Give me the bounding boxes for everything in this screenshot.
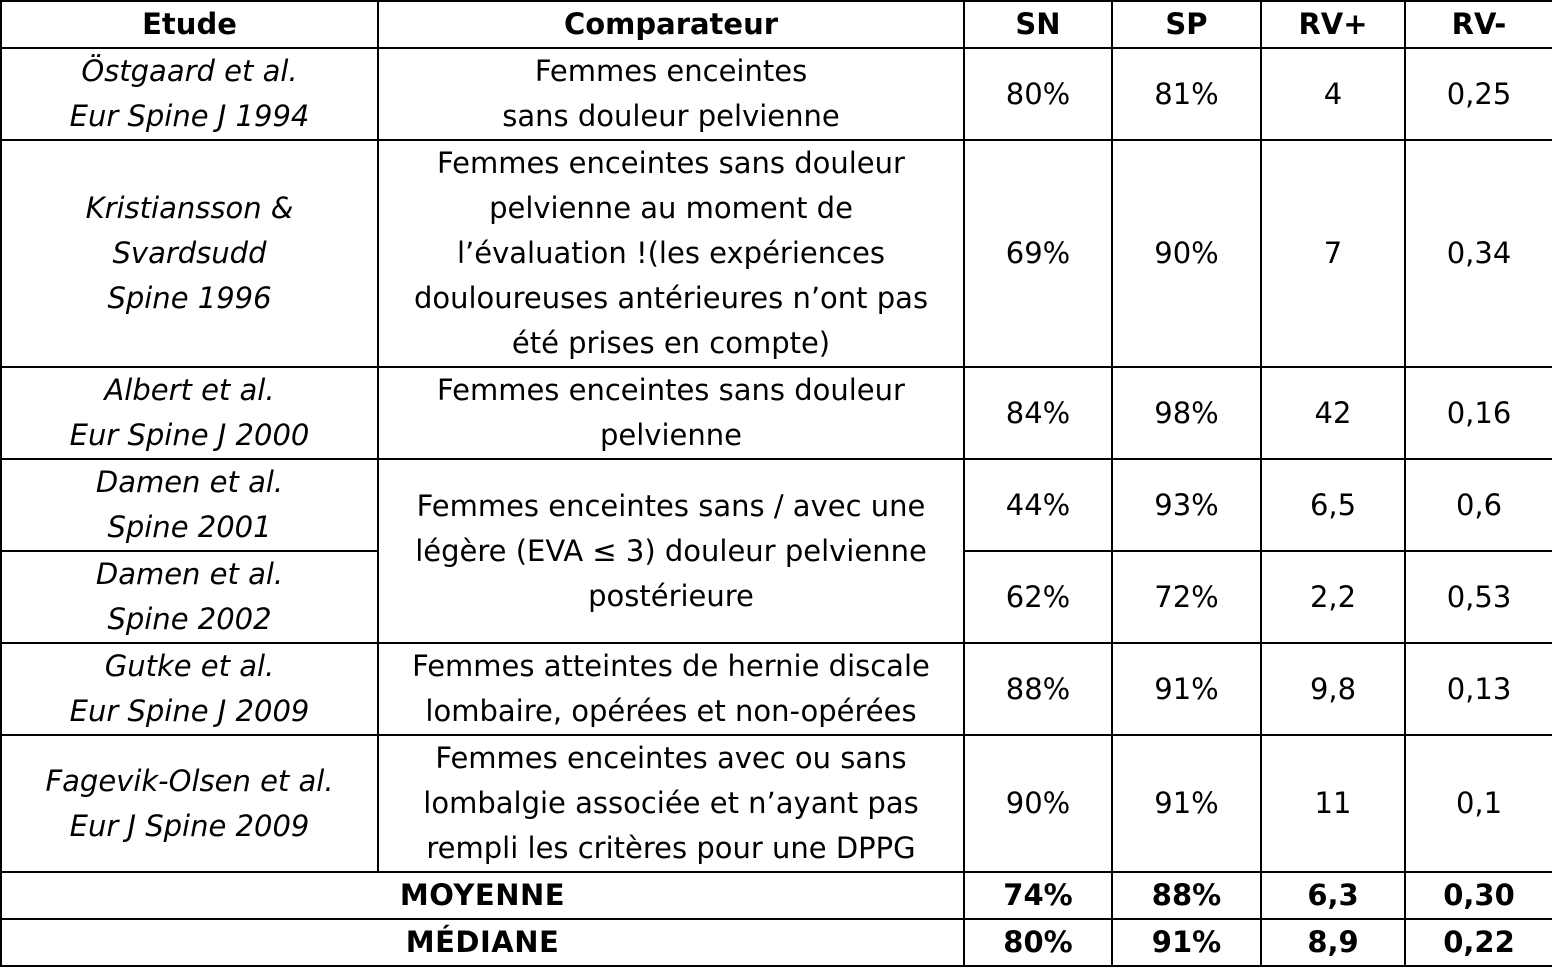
study-line: Eur Spine J 2009: [69, 694, 310, 728]
sn-cell: 90%: [964, 735, 1112, 872]
rv-plus-cell: 42: [1261, 367, 1405, 459]
study-line: Gutke et al.: [104, 649, 275, 683]
study-cell: [1, 140, 378, 367]
comparator-line: été prises en compte): [511, 326, 831, 360]
rv-minus-cell: 0,34: [1405, 140, 1552, 367]
sp-cell: 90%: [1112, 140, 1261, 367]
study-line: Spine 1996: [107, 281, 272, 315]
summary-sp: 91%: [1112, 919, 1261, 966]
comparator-line: Femmes enceintes: [534, 54, 808, 88]
comparator-line: Femmes enceintes avec ou sans: [435, 741, 907, 775]
comparator-line: l’évaluation !(les expériences: [456, 236, 886, 270]
sn-cell: 62%: [964, 551, 1112, 643]
sn-cell: 80%: [964, 48, 1112, 140]
study-line: Eur Spine J 1994: [69, 99, 310, 133]
comparator-cell: [378, 140, 964, 367]
header-row: [1, 1, 1552, 48]
study-cell: [1, 551, 378, 643]
study-cell: [1, 459, 378, 551]
summary-rv-minus: 0,22: [1405, 919, 1552, 966]
table-row: [1, 48, 1552, 140]
summary-label: MÉDIANE: [1, 919, 964, 966]
sn-cell: 69%: [964, 140, 1112, 367]
header-comparateur: Comparateur: [378, 1, 964, 48]
sn-cell: 44%: [964, 459, 1112, 551]
summary-sn: 74%: [964, 872, 1112, 919]
comparator-line: pelvienne au moment de: [489, 191, 853, 225]
rv-minus-cell: 0,25: [1405, 48, 1552, 140]
rv-minus-cell: 0,6: [1405, 459, 1552, 551]
comparator-line: légère (EVA ≤ 3) douleur pelvienne: [415, 533, 927, 568]
comparator-line: Femmes enceintes sans / avec une: [416, 488, 926, 523]
sp-cell: 98%: [1112, 367, 1261, 459]
rv-minus-cell: 0,53: [1405, 551, 1552, 643]
rv-minus-cell: 0,16: [1405, 367, 1552, 459]
rv-plus-cell: 4: [1261, 48, 1405, 140]
study-line: Spine 2002: [107, 602, 272, 636]
comparator-cell: [378, 735, 964, 872]
study-line: Eur Spine J 2000: [69, 418, 310, 452]
study-line: Svardsudd: [112, 236, 267, 270]
header-rv-minus: RV-: [1405, 1, 1552, 48]
study-line: Eur J Spine 2009: [69, 808, 310, 843]
comparator-line: douloureuses antérieures n’ont pas: [413, 281, 929, 315]
study-line: Östgaard et al.: [81, 54, 298, 88]
table-row: [1, 459, 1552, 551]
table-row: [1, 735, 1552, 872]
rv-plus-cell: 11: [1261, 735, 1405, 872]
summary-row-moyenne: [1, 872, 1552, 919]
header-etude: Etude: [1, 1, 378, 48]
study-line: Damen et al.: [95, 465, 284, 499]
comparator-line: Femmes atteintes de hernie discale: [412, 649, 930, 683]
summary-rv-minus: 0,30: [1405, 872, 1552, 919]
rv-minus-cell: 0,13: [1405, 643, 1552, 735]
sp-cell: 91%: [1112, 643, 1261, 735]
study-line: Damen et al.: [95, 557, 284, 591]
comparator-line: postérieure: [588, 578, 754, 613]
sp-cell: 93%: [1112, 459, 1261, 551]
table-row: [1, 140, 1552, 367]
comparator-line: sans douleur pelvienne: [502, 99, 840, 133]
summary-rv-plus: 6,3: [1261, 872, 1405, 919]
rv-plus-cell: 7: [1261, 140, 1405, 367]
study-cell: [1, 48, 378, 140]
study-line: Fagevik-Olsen et al.: [45, 763, 334, 798]
sp-cell: 81%: [1112, 48, 1261, 140]
summary-sp: 88%: [1112, 872, 1261, 919]
sp-cell: 72%: [1112, 551, 1261, 643]
comparator-cell: [378, 643, 964, 735]
study-cell: [1, 643, 378, 735]
summary-label: MOYENNE: [1, 872, 964, 919]
comparator-line: Femmes enceintes sans douleur: [437, 373, 905, 407]
study-cell: [1, 735, 378, 872]
comparator-cell: [378, 367, 964, 459]
comparator-line: lombaire, opérées et non-opérées: [425, 694, 917, 728]
rv-plus-cell: 9,8: [1261, 643, 1405, 735]
table-row: [1, 643, 1552, 735]
study-line: Kristiansson &: [85, 191, 294, 225]
rv-plus-cell: 6,5: [1261, 459, 1405, 551]
comparator-line: rempli les critères pour une DPPG: [426, 831, 916, 865]
comparator-line: pelvienne: [600, 418, 742, 452]
rv-minus-cell: 0,1: [1405, 735, 1552, 872]
summary-row-mediane: [1, 919, 1552, 966]
summary-sn: 80%: [964, 919, 1112, 966]
comparator-line: Femmes enceintes sans douleur: [437, 146, 905, 180]
comparator-cell: [378, 459, 964, 643]
comparator-cell: [378, 48, 964, 140]
header-rv-plus: RV+: [1261, 1, 1405, 48]
header-sp: SP: [1112, 1, 1261, 48]
study-line: Spine 2001: [107, 510, 272, 544]
sn-cell: 84%: [964, 367, 1112, 459]
rv-plus-cell: 2,2: [1261, 551, 1405, 643]
sn-cell: 88%: [964, 643, 1112, 735]
header-sn: SN: [964, 1, 1112, 48]
study-line: Albert et al.: [104, 373, 275, 407]
summary-rv-plus: 8,9: [1261, 919, 1405, 966]
study-cell: [1, 367, 378, 459]
table-row: [1, 367, 1552, 459]
comparator-line: lombalgie associée et n’ayant pas: [423, 786, 919, 820]
sp-cell: 91%: [1112, 735, 1261, 872]
